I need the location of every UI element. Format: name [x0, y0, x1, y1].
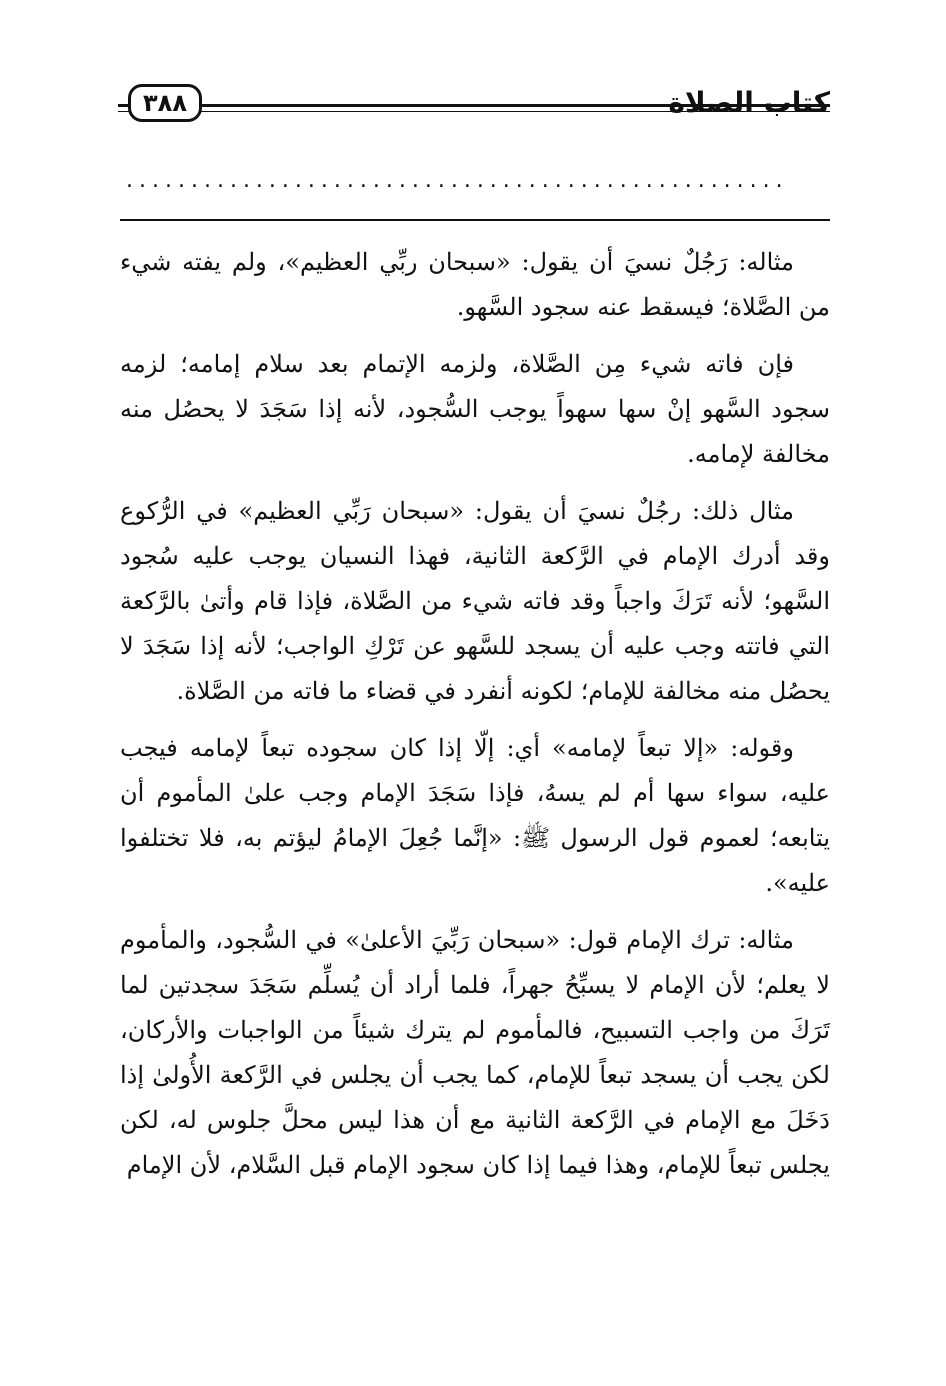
page-number: ٣٨٨ [128, 84, 202, 122]
paragraph: مثاله: رَجُلٌ نسيَ أن يقول: «سبحان ربِّي العظيم»، ولم يفته شيء من الصَّلاة؛ فيسقط عنه سجود السَّهو. [120, 248, 830, 321]
page-body [120, 240, 830, 1200]
paragraph: فإن فاته شيء مِن الصَّلاة، ولزمه الإتمام بعد سلام إمامه؛ لزمه سجود السَّهو إنْ سها سهواً يوجب السُّجود، لأنه إذا سَجَدَ لا يحصُل منه مخالفة لإمامه. [120, 350, 830, 468]
page-header [118, 78, 830, 138]
paragraph: مثال ذلك: رجُلٌ نسيَ أن يقول: «سبحان رَبِّي العظيم» في الرُّكوع وقد أدرك الإمام في الرَّكعة الثانية، فهذا النسيان يوجب عليه سُجود السَّهو؛ لأنه تَرَكَ واجباً وقد فاته شيء من الصَّلاة، فإذا قام وأتىٰ بالرَّكعة التي فاتته وجب عليه أن يسجد للسَّهو عن تَرْكِ الواجب؛ لأنه إذا سَجَدَ لا يحصُل منه مخالفة للإمام؛ لكونه أنفرد في قضاء ما فاته من الصَّلاة. [120, 497, 830, 705]
book-title: كتاب الصلاة [668, 86, 830, 119]
separator-dots: ................................................... [126, 168, 789, 193]
paragraph: وقوله: «إلا تبعاً لإمامه» أي: إلّا إذا كان سجوده تبعاً لإمامه فيجب عليه، سواء سها أم لم يسهُ، فإذا سَجَدَ الإمام وجب علىٰ المأموم أن يتابعه؛ لعموم قول الرسول ﷺ: «إنَّما جُعِلَ الإمامُ ليؤتم به، فلا تختلفوا عليه». [120, 734, 830, 897]
paragraph: مثاله: ترك الإمام قول: «سبحان رَبِّيَ الأعلىٰ» في السُّجود، والمأموم لا يعلم؛ لأن الإمام لا يسبِّحُ جهراً، فلما أراد أن يُسلِّم سَجَدَ سجدتين لما تَرَكَ من واجب التسبيح، فالمأموم لم يترك شيئاً من الواجبات والأركان، لكن يجب أن يسجد تبعاً للإمام، كما يجب أن يجلس في الرَّكعة الأُولىٰ إذا دَخَلَ مع الإمام في الرَّكعة الثانية مع أن هذا ليس محلَّ جلوس له، لكن يجلس تبعاً للإمام، وهذا فيما إذا كان سجود الإمام قبل السَّلام، لأن الإمام [120, 926, 830, 1179]
content-divider [120, 219, 830, 221]
